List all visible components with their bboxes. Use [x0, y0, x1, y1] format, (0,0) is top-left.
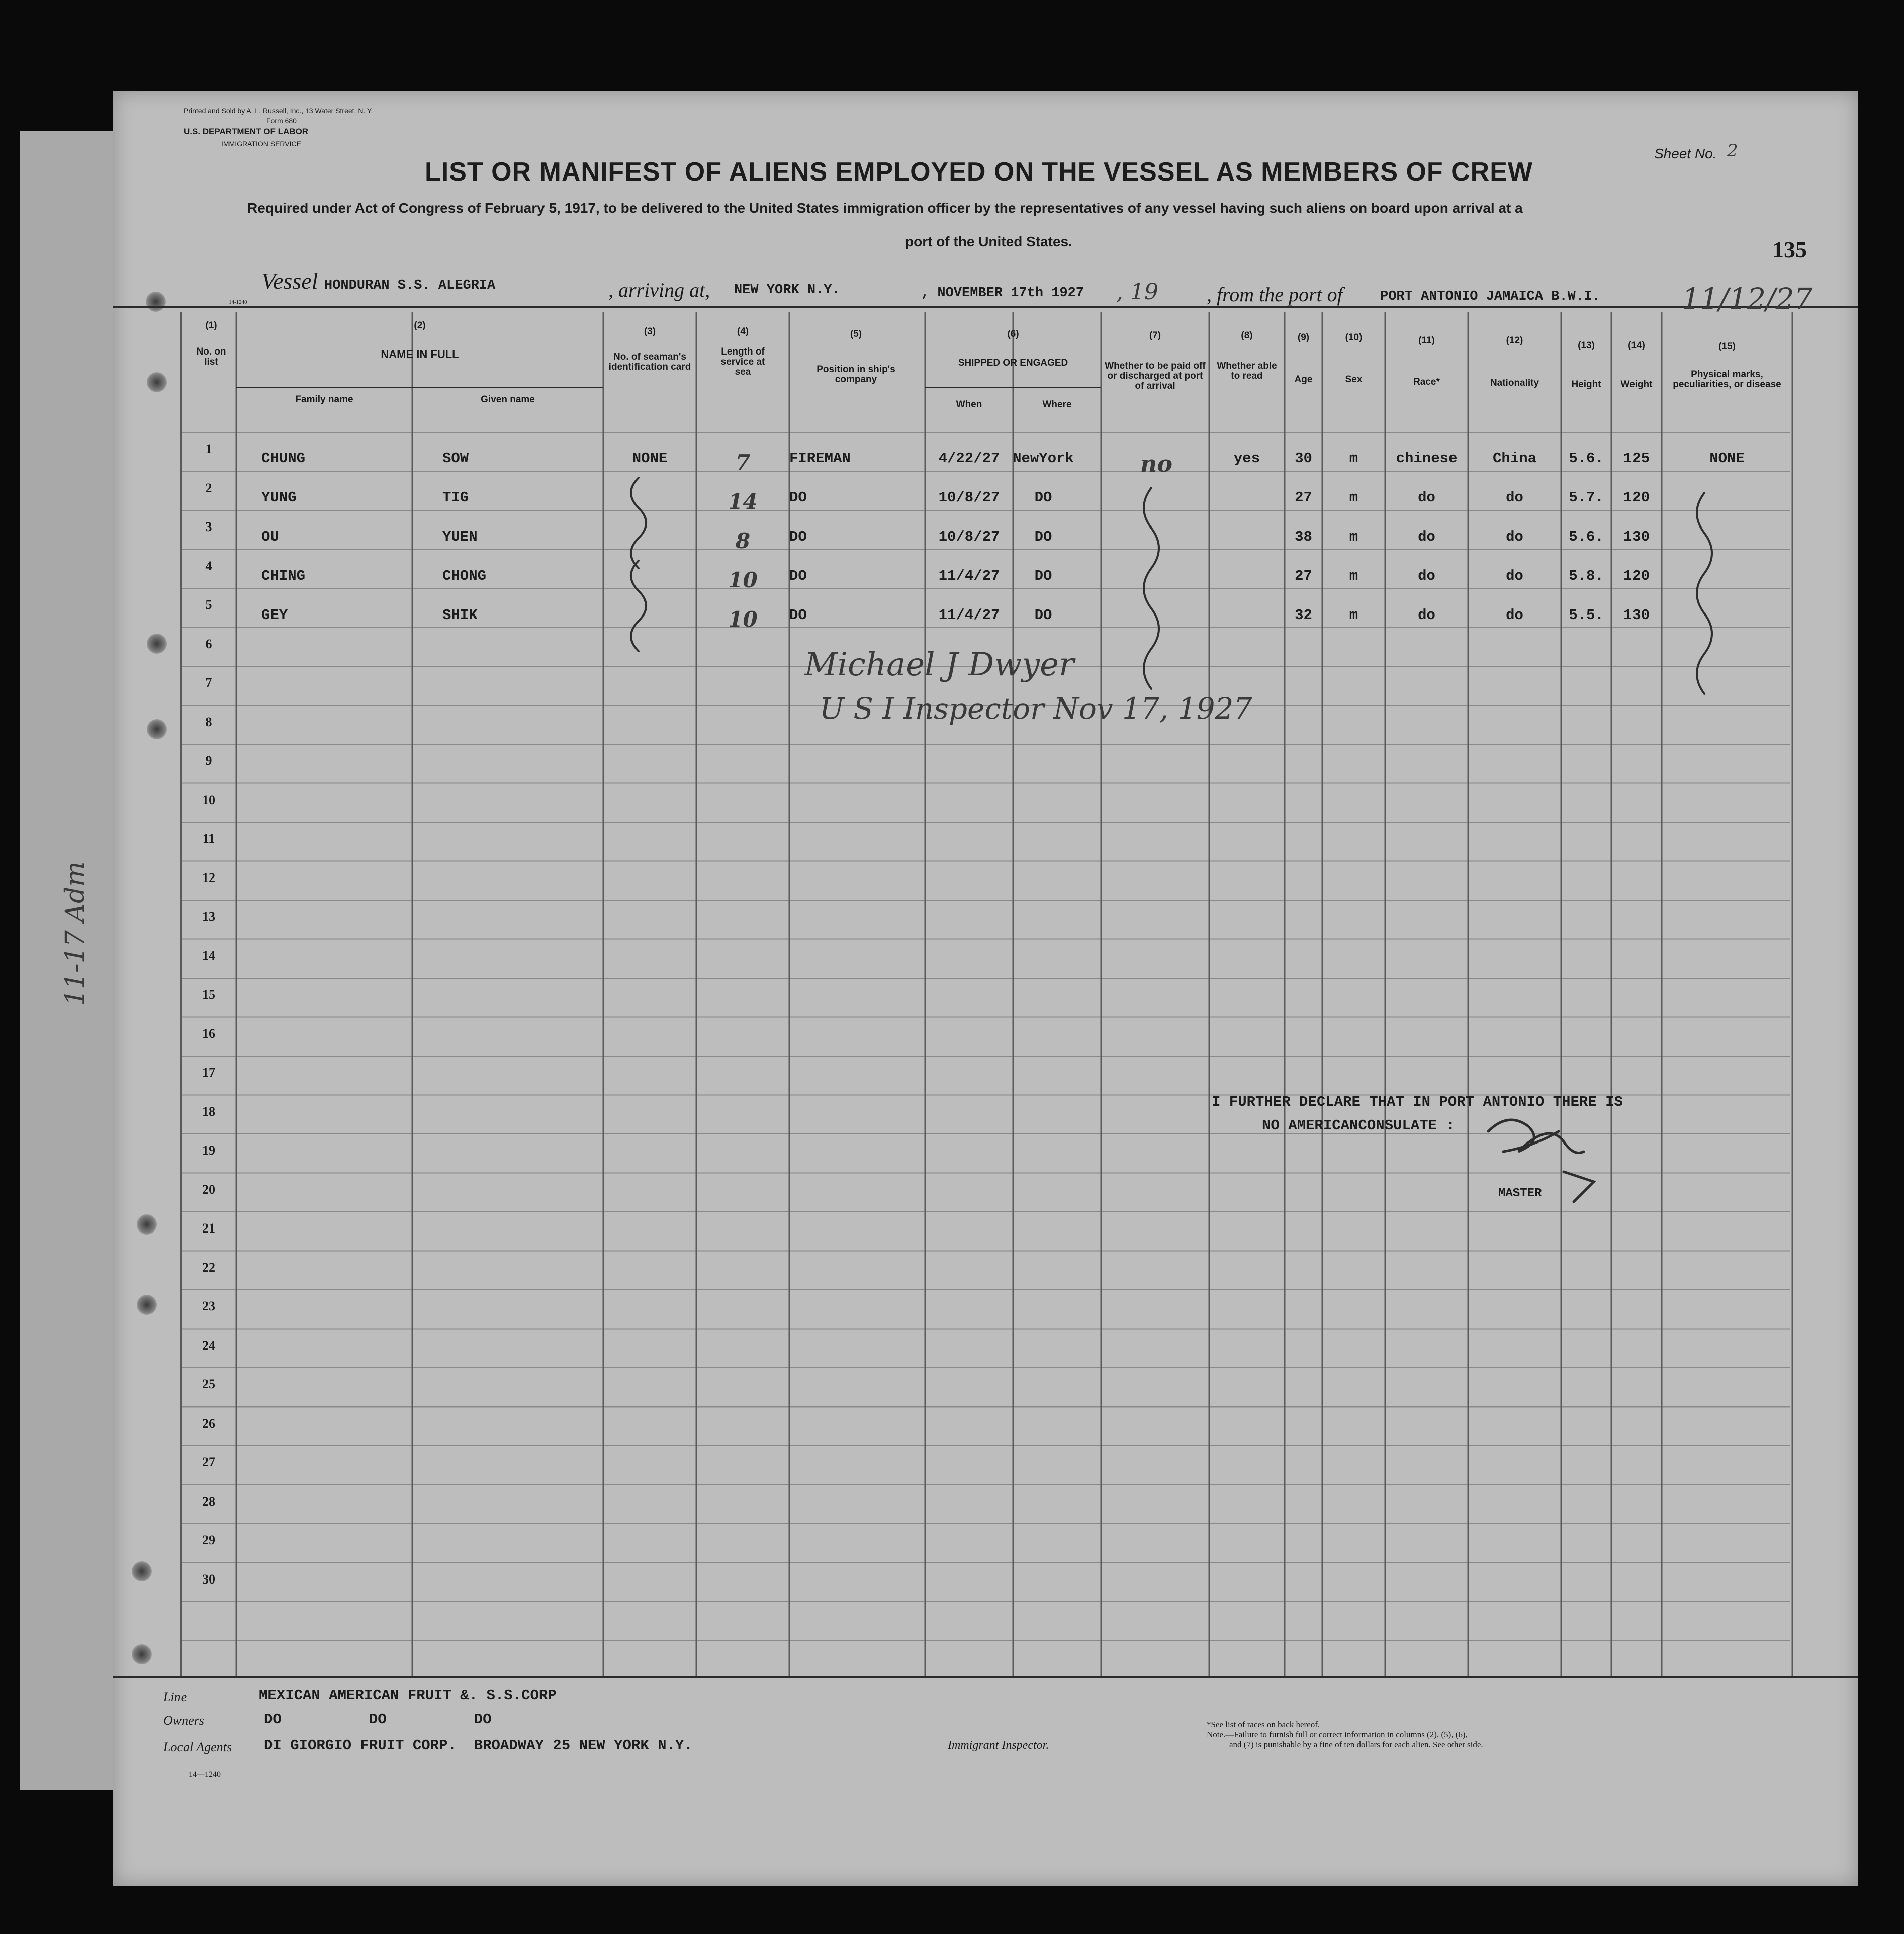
- col-8-label: Whether able to read: [1217, 361, 1277, 381]
- col-12-number: (12): [1506, 335, 1523, 346]
- cell-given: SHIK: [442, 607, 478, 624]
- cell-nationality: China: [1492, 450, 1536, 467]
- cell-marks: NONE: [1709, 450, 1745, 467]
- cell-height: 5.6.: [1569, 450, 1604, 467]
- row-number: 14: [202, 948, 215, 963]
- local-agents-value: DI GIORGIO FRUIT CORP. BROADWAY 25 NEW YORK N.Y.: [264, 1737, 693, 1754]
- row-number: 24: [202, 1338, 215, 1353]
- cell-height: 5.6.: [1569, 529, 1604, 545]
- cell-card: NONE: [632, 450, 668, 467]
- col-9-label: Age: [1294, 374, 1313, 385]
- departure-port: PORT ANTONIO JAMAICA B.W.I.: [1380, 289, 1600, 304]
- row-number: 12: [202, 870, 215, 885]
- col-1-label: No. on list: [196, 346, 226, 367]
- cell-sex: m: [1349, 450, 1358, 467]
- department: U.S. DEPARTMENT OF LABOR: [184, 127, 309, 136]
- cell-service: 7: [735, 450, 751, 475]
- row-number: 13: [202, 909, 215, 924]
- cell-where: DO: [1034, 489, 1052, 506]
- col-1-number: (1): [205, 320, 217, 331]
- row-number: 28: [202, 1493, 215, 1509]
- cell-nationality: do: [1506, 529, 1523, 545]
- printer-line: Printed and Sold by A. L. Russell, Inc., 13 Water Street, N. Y.: [184, 107, 373, 115]
- cell-position: DO: [789, 489, 807, 506]
- cell-position: DO: [789, 607, 807, 624]
- row-number: 9: [205, 753, 212, 768]
- cell-family: OU: [261, 529, 279, 545]
- cell-where: DO: [1034, 607, 1052, 624]
- master-signature: [1488, 1120, 1584, 1153]
- col-4-number: (4): [737, 326, 749, 337]
- cell-family: GEY: [261, 607, 288, 624]
- ditto-brace: [631, 561, 646, 651]
- col-8-number: (8): [1241, 330, 1253, 341]
- row-number: 29: [202, 1533, 215, 1547]
- col-5-label: Position in ship's company: [817, 364, 895, 385]
- cell-height: 5.5.: [1569, 607, 1604, 624]
- col-12-label: Nationality: [1490, 378, 1539, 388]
- row-number: 6: [205, 636, 212, 651]
- col-14-number: (14): [1628, 340, 1645, 351]
- col-11-label: Race*: [1413, 377, 1440, 387]
- row-number: 22: [202, 1260, 215, 1275]
- cell-weight: 120: [1623, 568, 1650, 584]
- cell-height: 5.8.: [1569, 568, 1604, 584]
- cell-where: DO: [1034, 529, 1052, 545]
- line-label: Line: [163, 1690, 187, 1704]
- owners-label: Owners: [163, 1713, 204, 1728]
- sheet-number: 2: [1727, 141, 1738, 161]
- cell-race: do: [1418, 489, 1435, 506]
- row-number: 17: [202, 1065, 215, 1080]
- cell-position: FIREMAN: [789, 450, 851, 467]
- cell-when: 11/4/27: [938, 568, 1000, 584]
- col-6b-label: Where: [1042, 399, 1072, 410]
- inspector-title-date: U S I Inspector Nov 17, 1927: [820, 691, 1252, 726]
- row-number: 20: [202, 1182, 215, 1197]
- col-14-label: Weight: [1620, 379, 1653, 390]
- cell-given: TIG: [442, 489, 469, 506]
- cell-where: NewYork: [1013, 450, 1074, 467]
- row-number: 15: [202, 987, 215, 1002]
- col-15-number: (15): [1718, 341, 1736, 352]
- ditto-brace: [631, 478, 646, 568]
- cell-sex: m: [1349, 568, 1358, 584]
- cell-weight: 130: [1623, 529, 1650, 545]
- cell-given: SOW: [442, 450, 469, 467]
- row-number: 30: [202, 1571, 215, 1587]
- col-7-label: Whether to be paid off or discharged at port of arrival: [1105, 361, 1206, 391]
- row-number: 10: [202, 792, 215, 807]
- col-13-label: Height: [1571, 379, 1601, 390]
- col-5-number: (5): [850, 329, 862, 339]
- ditto-brace: [1697, 493, 1712, 694]
- cell-service: 14: [728, 489, 758, 514]
- cell-weight: 130: [1623, 607, 1650, 624]
- page-number: 135: [1772, 237, 1807, 262]
- declaration-line-2: NO AMERICANCONSULATE :: [1262, 1117, 1455, 1134]
- cell-nationality: do: [1506, 489, 1523, 506]
- row-number: 21: [202, 1221, 215, 1236]
- col-6a-label: When: [956, 399, 982, 410]
- col-2-number: (2): [414, 320, 426, 331]
- service: IMMIGRATION SERVICE: [221, 140, 301, 148]
- cell-given: YUEN: [442, 529, 478, 545]
- row-number: 7: [205, 675, 212, 690]
- form-number: Form 680: [266, 117, 297, 125]
- row-number: 5: [205, 597, 212, 612]
- vessel-label: Vessel: [261, 268, 318, 294]
- year-label: , 19: [1116, 279, 1158, 305]
- cell-race: do: [1418, 529, 1435, 545]
- row-number: 1: [205, 442, 212, 456]
- line-value: MEXICAN AMERICAN FRUIT &. S.S.CORP: [259, 1687, 557, 1704]
- cell-service: 10: [728, 568, 758, 592]
- subtitle-line-1: Required under Act of Congress of February 5, 1917, to be delivered to the United States immigration officer by the representatives of any vessel having such aliens on board upon arrival at a: [247, 200, 1523, 216]
- cell-age: 32: [1295, 607, 1312, 624]
- cell-family: YUNG: [261, 489, 297, 506]
- cell-age: 27: [1295, 568, 1312, 584]
- arriving-port: NEW YORK N.Y.: [734, 283, 840, 298]
- local-agents-label: Local Agents: [163, 1740, 232, 1754]
- cell-sex: m: [1349, 529, 1358, 545]
- cell-race: do: [1418, 568, 1435, 584]
- cell-age: 27: [1295, 489, 1312, 506]
- col-2b-label: Given name: [481, 394, 535, 405]
- col-7-number: (7): [1149, 330, 1161, 341]
- cell-paid: no: [1140, 450, 1173, 477]
- col-3-number: (3): [644, 326, 656, 337]
- row-number: 19: [202, 1143, 215, 1158]
- penalty-note-1: Note.—Failure to furnish full or correct information in columns (2), (5), (6),: [1207, 1730, 1468, 1739]
- col-9-number: (9): [1297, 332, 1310, 343]
- cell-weight: 120: [1623, 489, 1650, 506]
- cell-service: 10: [728, 607, 758, 632]
- row-number: 23: [202, 1299, 215, 1313]
- cell-race: chinese: [1396, 450, 1458, 467]
- cell-when: 4/22/27: [938, 450, 1000, 467]
- cell-when: 10/8/27: [938, 529, 1000, 545]
- immigrant-inspector-label: Immigrant Inspector.: [948, 1739, 1049, 1752]
- cell-age: 38: [1295, 529, 1312, 545]
- cell-where: DO: [1034, 568, 1052, 584]
- col-13-number: (13): [1578, 340, 1595, 351]
- row-number: 3: [205, 519, 212, 534]
- row-number: 4: [205, 558, 212, 573]
- cell-age: 30: [1295, 450, 1312, 467]
- cell-height: 5.7.: [1569, 489, 1604, 506]
- cell-position: DO: [789, 568, 807, 584]
- col-4-label: Length of service at sea: [720, 346, 765, 377]
- margin-note: 11-17 Adm: [60, 861, 90, 1006]
- col-2a-label: Family name: [295, 394, 353, 405]
- row-number: 16: [202, 1026, 215, 1041]
- arrival-date: , NOVEMBER 17th 1927: [921, 286, 1084, 301]
- races-note: *See list of races on back hereof.: [1207, 1720, 1320, 1729]
- cell-position: DO: [789, 529, 807, 545]
- col-10-label: Sex: [1345, 374, 1363, 385]
- row-number: 26: [202, 1416, 215, 1431]
- row-number: 2: [205, 480, 212, 495]
- cell-family: CHING: [261, 568, 306, 584]
- cell-family: CHUNG: [261, 450, 306, 467]
- form-code: 14—1240: [189, 1770, 221, 1779]
- cell-when: 11/4/27: [938, 607, 1000, 624]
- row-number: 27: [202, 1455, 215, 1469]
- col-15-label: Physical marks, peculiarities, or disease: [1673, 369, 1781, 390]
- cell-read: yes: [1233, 450, 1260, 467]
- form-code-small: 14-1240: [229, 299, 247, 305]
- vessel-name: HONDURAN S.S. ALEGRIA: [324, 278, 496, 293]
- from-port-label: , from the port of: [1207, 283, 1343, 306]
- subtitle-line-2: port of the United States.: [905, 234, 1072, 249]
- col-6-number: (6): [1007, 329, 1019, 339]
- sheet-label: Sheet No.: [1654, 146, 1717, 161]
- page-title: LIST OR MANIFEST OF ALIENS EMPLOYED ON THE VESSEL AS MEMBERS OF CREW: [425, 157, 1533, 187]
- row-number: 18: [202, 1104, 215, 1119]
- row-number: 11: [202, 831, 215, 846]
- row-number: 25: [202, 1377, 215, 1391]
- inspector-signature: Michael J Dwyer: [804, 646, 1074, 683]
- arriving-label: , arriving at,: [608, 279, 710, 301]
- cell-when: 10/8/27: [938, 489, 1000, 506]
- cell-sex: m: [1349, 607, 1358, 624]
- owners-value: DO DO DO: [264, 1711, 492, 1728]
- cell-given: CHONG: [442, 568, 487, 584]
- col-3-label: No. of seaman's identification card: [608, 351, 691, 372]
- cell-race: do: [1418, 607, 1435, 624]
- col-11-number: (11): [1418, 335, 1435, 346]
- row-number: 8: [205, 714, 212, 729]
- cell-nationality: do: [1506, 607, 1523, 624]
- cell-service: 8: [735, 529, 751, 553]
- cell-nationality: do: [1506, 568, 1523, 584]
- handwritten-date: 11/12/27: [1682, 282, 1813, 316]
- cell-weight: 125: [1623, 450, 1650, 467]
- cell-sex: m: [1349, 489, 1358, 506]
- col-10-number: (10): [1345, 332, 1363, 343]
- col-2-label: NAME IN FULL: [381, 348, 459, 361]
- col-6-label: SHIPPED OR ENGAGED: [958, 358, 1068, 368]
- declaration-line-1: I FURTHER DECLARE THAT IN PORT ANTONIO THERE IS: [1212, 1094, 1623, 1110]
- master-label: MASTER: [1498, 1187, 1542, 1200]
- penalty-note-2: and (7) is punishable by a fine of ten dollars for each alien. See other side.: [1229, 1740, 1483, 1749]
